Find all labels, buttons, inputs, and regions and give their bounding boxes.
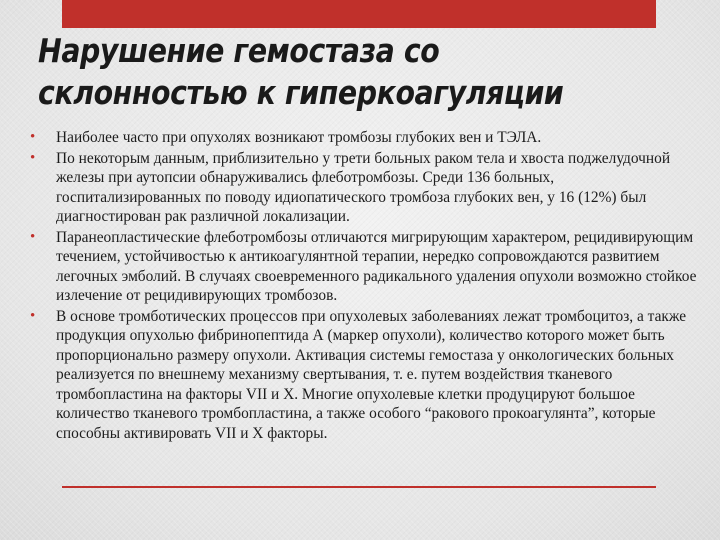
bullet-item-3 — [30, 228, 698, 306]
slide-title-line-1: Нарушение гемостаза со — [38, 31, 440, 70]
bullet-list — [30, 128, 698, 443]
bullet-text-4: В основе тромботических процессов при опухолевых заболеваниях лежат тромбоцитоз, а также продукция опухолью фибринопептида А (маркер опухоли), количество которого может быть пропорционально размеру опухоли. Активация системы гемостаза у онкологических больных реализуется по внешнему механизму свертывания, т. е. путем воздействия тканевого тромбопластина на факторы VII и X. Многие опухолевые клетки продуцируют большое количество тканевого тромбопластина, а также особого “ракового прокоагулянта”, которые способны активировать VII и X факторы. — [56, 307, 687, 442]
slide-title-line-2: склонностью к гиперкоагуляции — [38, 73, 564, 112]
bullet-icon: • — [30, 149, 36, 166]
bullet-item-4 — [30, 307, 698, 444]
bullet-item-2 — [30, 149, 698, 227]
top-accent-bar — [62, 0, 656, 28]
slide-content — [30, 128, 698, 444]
bullet-item-1 — [30, 128, 698, 148]
bullet-text-2: По некоторым данным, приблизительно у трети больных раком тела и хвоста поджелудочной железы при аутопсии обнаруживались флеботромбозы. Среди 136 больных, госпитализированных по поводу идиопатического тромбоза глубоких вен, у 16 (12%) был диагностирован рак различной локализации. — [56, 149, 671, 225]
bottom-accent-line — [62, 486, 656, 488]
bullet-text-1: Наиболее часто при опухолях возникают тромбозы глубоких вен и ТЭЛА. — [56, 129, 542, 146]
slide-title — [38, 30, 588, 114]
bullet-text-3: Паранеопластические флеботромбозы отличаются мигрирующим характером, рецидивирующим течением, устойчивостью к антикоагулянтной терапии, нередко сопровождаются развитием легочных эмболий. В случаях своевременного радикального удаления опухоли возможно стойкое излечение от рецидивирующих тромбозов. — [56, 228, 697, 304]
bullet-icon: • — [30, 228, 36, 245]
bullet-icon: • — [30, 307, 36, 324]
bullet-icon: • — [30, 129, 36, 145]
